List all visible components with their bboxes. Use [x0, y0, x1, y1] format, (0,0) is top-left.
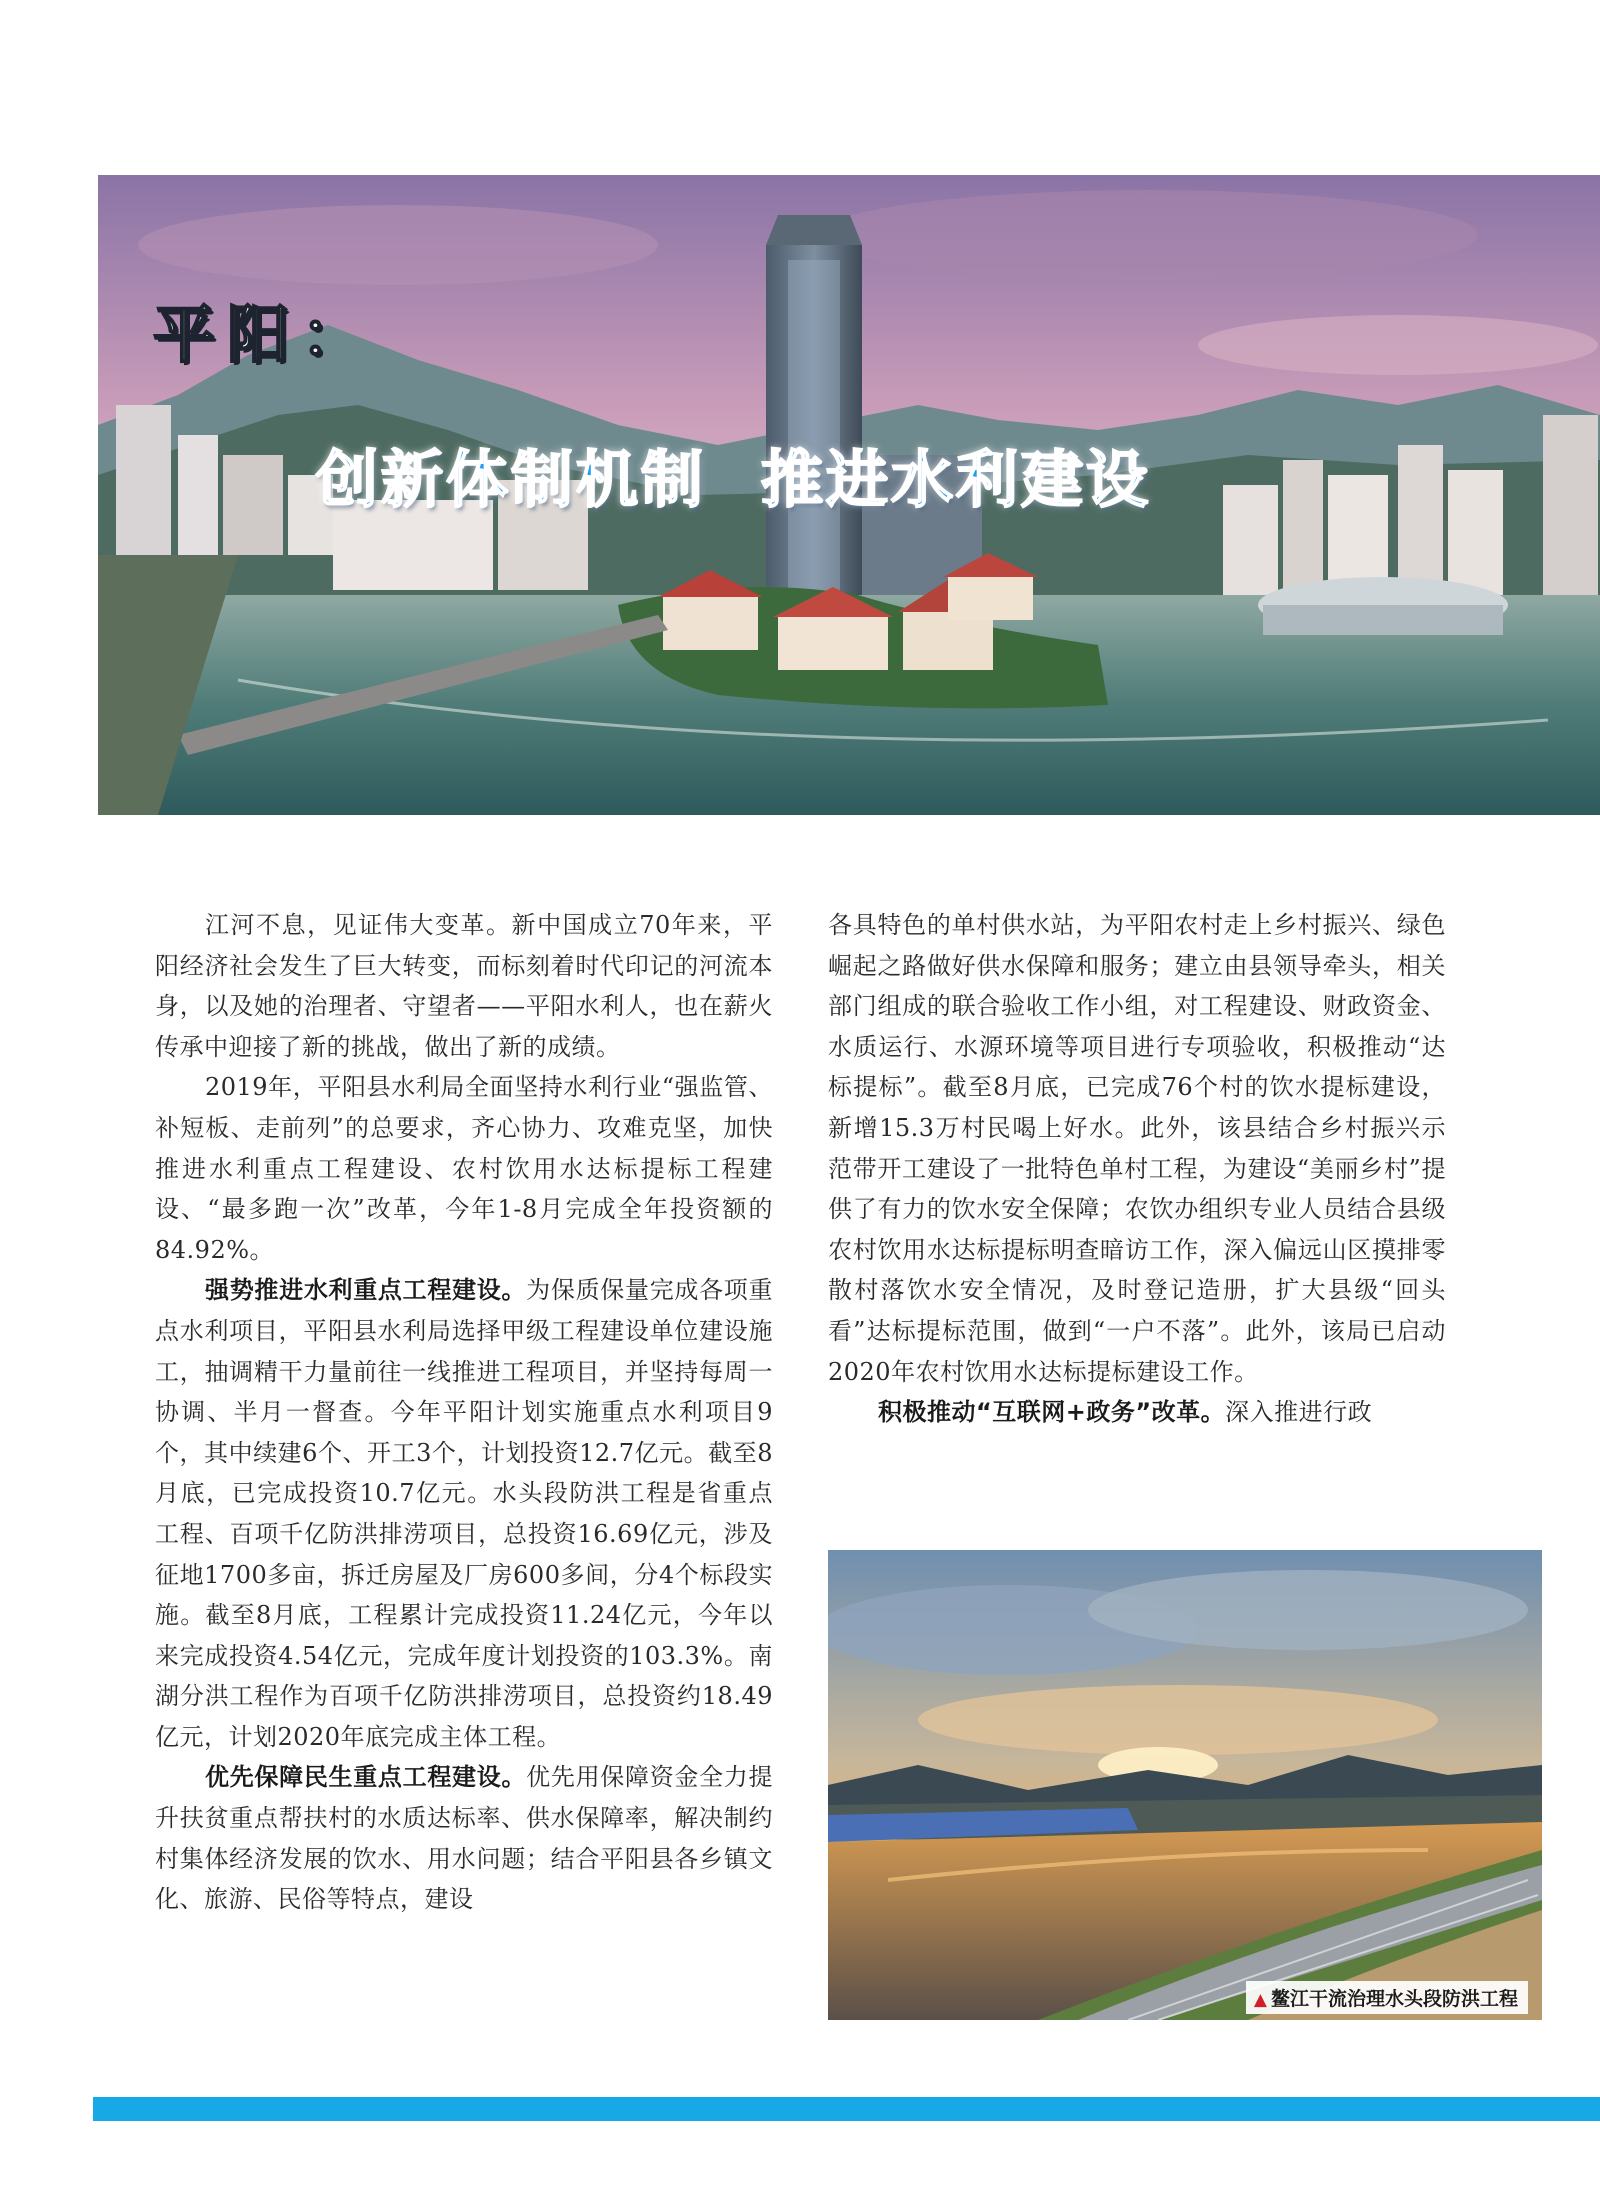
caption-marker-icon: ▲	[1253, 1990, 1267, 2010]
paragraph-2019-overview: 2019年，平阳县水利局全面坚持水利行业“强监管、补短板、走前列”的总要求，齐心协力、攻难克坚，加快推进水利重点工程建设、农村饮用水达标提标工程建设、“最多跑一次”改革，今年1-8月完成全年投资额的84.92%。	[155, 1073, 773, 1264]
caption-text: 鳌江干流治理水头段防洪工程	[1270, 1988, 1518, 2010]
headline-kicker: 平阳：	[153, 298, 376, 371]
section-heading-internet-gov: 积极推动“互联网+政务”改革。	[878, 1398, 1226, 1427]
article-column-left	[155, 905, 773, 1920]
paragraph-intro: 江河不息，见证伟大变革。新中国成立70年来，平阳经济社会发生了巨大转变，而标刻着时代印记的河流本身，以及她的治理者、守望者——平阳水利人，也在薪火传承中迎接了新的挑战，做出了新的成绩。	[155, 911, 773, 1061]
photo-caption	[1246, 1981, 1528, 2014]
banner-image	[98, 175, 1600, 815]
section-heading-key-projects: 强势推进水利重点工程建设。	[205, 1276, 527, 1305]
article-column-right	[828, 905, 1446, 1433]
paragraph-key-projects	[155, 1270, 773, 1757]
headline-title	[316, 430, 1151, 519]
paragraph-livelihood-body: 优先用保障资金全力提升扶贫重点帮扶村的水质达标率、供水保障率，解决制约村集体经济发展的饮水、用水问题；结合平阳县各乡镇文化、旅游、民俗等特点，建设	[155, 1763, 774, 1914]
section-heading-livelihood: 优先保障民生重点工程建设。	[205, 1763, 527, 1792]
flood-control-photo	[828, 1550, 1542, 2020]
paragraph-internet-gov-body: 深入推进行政	[1225, 1398, 1373, 1427]
river-sunset-image	[828, 1550, 1542, 2020]
paragraph-key-projects-body: 为保质保量完成各项重点水利项目，平阳县水利局选择甲级工程建设单位建设施工，抽调精干力量前往一线推进工程项目，并坚持每周一协调、半月一督查。今年平阳计划实施重点水利项目9个，其中续建6个、开工3个，计划投资12.7亿元。截至8月底，已完成投资10.7亿元。水头段防洪工程是省重点工程、百项千亿防洪排涝项目，总投资16.69亿元，涉及征地1700多亩，拆迁房屋及厂房600多间，分4个标段实施。截至8月底，工程累计完成投资11.24亿元，今年以来完成投资4.54亿元，完成年度计划投资的103.3%。南湖分洪工程作为百项千亿防洪排涝项目，总投资约18.49亿元，计划2020年底完成主体工程。	[155, 1276, 774, 1751]
paragraph-internet-gov	[828, 1392, 1446, 1433]
paragraph-livelihood-continued: 各具特色的单村供水站，为平阳农村走上乡村振兴、绿色崛起之路做好供水保障和服务；建立由县领导牵头，相关部门组成的联合验收工作小组，对工程建设、财政资金、水质运行、水源环境等项目进行专项验收，积极推动“达标提标”。截至8月底，已完成76个村的饮水提标建设，新增15.3万村民喝上好水。此外，该县结合乡村振兴示范带开工建设了一批特色单村工程，为建设“美丽乡村”提供了有力的饮水安全保障；农饮办组织专业人员结合县级农村饮用水达标提标明查暗访工作，深入偏远山区摸排零散村落饮水安全情况，及时登记造册，扩大县级“回头看”达标提标范围，做到“一户不落”。此外，该局已启动2020年农村饮用水达标提标建设工作。	[828, 911, 1446, 1386]
headline-part-1: 创新体制机制	[316, 443, 707, 516]
footer-accent-bar	[93, 2097, 1600, 2121]
headline-part-2: 推进水利建设	[761, 443, 1152, 516]
paragraph-livelihood	[155, 1757, 773, 1919]
